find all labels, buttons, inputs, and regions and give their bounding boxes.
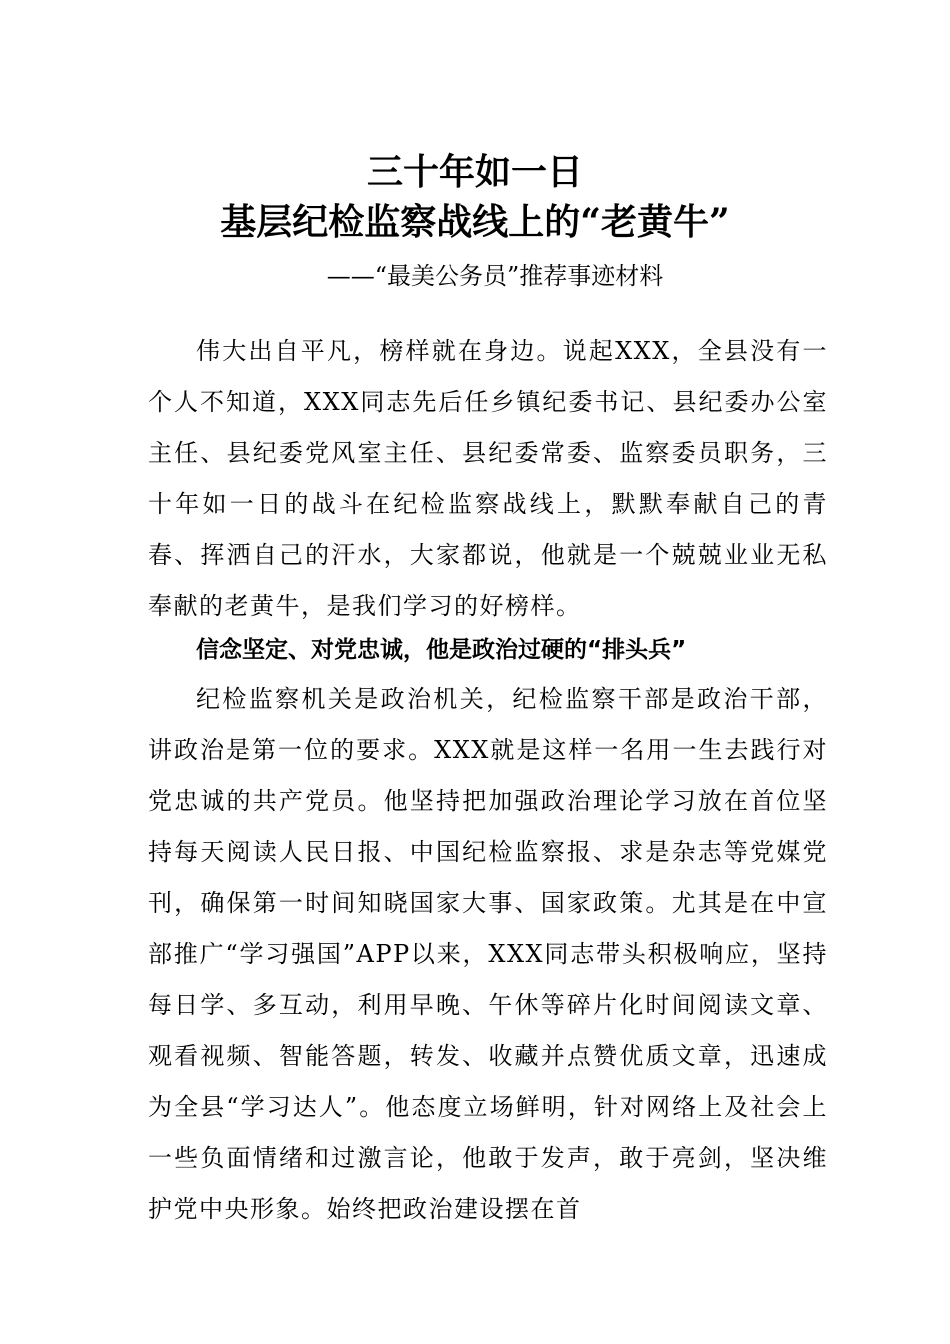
title-line-2: 基层纪检监察战线上的“老黄牛” xyxy=(220,201,730,243)
title-line-1: 三十年如一日 xyxy=(366,151,583,193)
paragraph-intro: 伟大出自平凡，榜样就在身边。说起XXX，全县没有一个人不知道，XXX同志先后任乡镇纪委书记、县纪委办公室主任、县纪委党风室主任、县纪委常委、监察委员职务，三十年如一日的战斗在纪检监察战线上，默默奉献自己的青春、挥洒自己的汗水，大家都说，他就是一个兢兢业业无私奉献的老黄牛，是我们学习的好榜样。 xyxy=(148,337,828,620)
subtitle: ——“最美公务员”推荐事迹材料 xyxy=(326,262,664,290)
paragraph-political: 纪检监察机关是政治机关，纪检监察干部是政治干部，讲政治是第一位的要求。XXX就是这样一名用一生去践行对党忠诚的共产党员。他坚持把加强政治理论学习放在首位坚持每天阅读人民日报、中国纪检监察报、求是杂志等党媒党刊，确保第一时间知晓国家大事、国家政策。尤其是在中宣部推广“学习强国”APP以来，XXX同志带头积极响应，坚持每日学、多互动，利用早晚、午休等碎片化时间阅读文章、观看视频、智能答题，转发、收藏并点赞优质文章，迅速成为全县“学习达人”。他态度立场鲜明，针对网络上及社会上一些负面情绪和过激言论，他敢于发声，敢于亮剑，坚决维护党中央形象。始终把政治建设摆在首 xyxy=(148,685,828,1223)
section-heading: 信念坚定、对党忠诚，他是政治过硬的“排头兵” xyxy=(196,637,687,663)
